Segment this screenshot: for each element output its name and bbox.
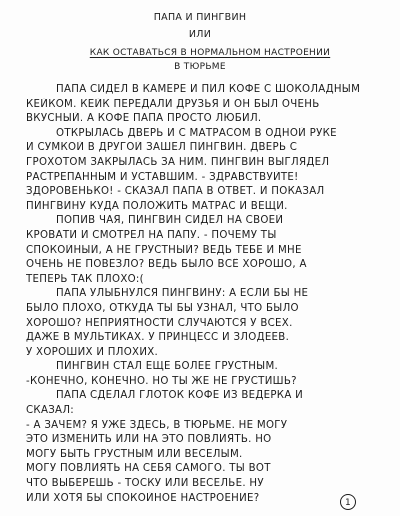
text-line: РАСТРЕПАННЫМ И УСТАВШИМ. - ЗДРАВСТВУЙТЕ! xyxy=(26,171,299,183)
text-line: И СУМКОЙ В ДРУГОЙ ЗАШЕЛ ПИНГВИН. ДВЕРЬ С xyxy=(26,142,298,154)
text-line: СПОКОЙНЫЙ, А НЕ ГРУСТНЫЙ? ВЕДЬ ТЕБЕ И МНЕ xyxy=(26,244,302,256)
text-line: ОТКРЫЛАСЬ ДВЕРЬ И С МАТРАСОМ В ОДНОЙ РУКЕ xyxy=(56,127,337,139)
story-title: ПАПА И ПИНГВИН xyxy=(153,12,247,23)
text-line: МОГУ БЫТЬ ГРУСТНЫМ ИЛИ ВЕСЕЛЫМ. xyxy=(26,448,243,460)
text-line: ПАПА СДЕЛАЛ ГЛОТОК КОФЕ ИЗ ВЕДЕРКА И xyxy=(56,390,304,402)
text-line: ОЧЕНЬ НЕ ПОВЕЗЛО? ВЕДЬ БЫЛО ВСЁ ХОРОШО, А xyxy=(26,259,307,271)
text-line: ПИНГВИНУ КУДА ПОЛОЖИТЬ МАТРАС И ВЕЩИ. xyxy=(26,200,288,212)
text-line: МОГУ ПОВЛИЯТЬ НА СЕБЯ САМОГО. ТЫ ВОТ xyxy=(26,463,271,475)
text-line: ПАПА СИДЕЛ В КАМЕРЕ И ПИЛ КОФЕ С ШОКОЛАДНЫМ xyxy=(56,84,361,95)
text-line: ПОПИВ ЧАЯ, ПИНГВИН СИДЕЛ НА СВОЕЙ xyxy=(56,215,284,227)
text-line: -КОНЕЧНО, КОНЕЧНО. НО ТЫ ЖЕ НЕ ГРУСТИШЬ? xyxy=(26,375,297,387)
text-line: ДАЖЕ В МУЛЬТИКАХ. У ПРИНЦЕСС И ЗЛОДЕЕВ. xyxy=(26,332,290,344)
text-line: У ХОРОШИХ И ПЛОХИХ. xyxy=(26,346,159,358)
text-line: ПИНГВИН СТАЛ ЕЩЕ БОЛЕЕ ГРУСТНЫМ. xyxy=(56,361,279,373)
story-body xyxy=(26,83,386,506)
text-line: ВКУСНЫЙ. А КОФЕ ПАПА ПРОСТО ЛЮБИЛ. xyxy=(26,113,262,125)
text-line: БЫЛО ПЛОХО, ОТКУДА ТЫ БЫ УЗНАЛ, ЧТО БЫЛО xyxy=(26,302,299,314)
text-line: СКАЗАЛ: xyxy=(26,405,75,417)
text-line: - А ЗАЧЕМ? Я УЖЕ ЗДЕСЬ, В ТЮРЬМЕ. НЕ МОГУ xyxy=(26,419,288,431)
text-line: ПАПА УЛЫБНУЛСЯ ПИНГВИНУ: А ЕСЛИ БЫ НЕ xyxy=(56,288,309,300)
story-subtitle-end: В ТЮРЬМЕ xyxy=(174,62,226,72)
text-line: ТЕПЕРЬ ТАК ПЛОХО:( xyxy=(26,273,144,285)
text-line: КЕЙКОМ. КЕЙК ПЕРЕДАЛИ ДРУЗЬЯ И ОН БЫЛ ОЧЕНЬ xyxy=(26,98,320,110)
text-line: ХОРОШО? НЕПРИЯТНОСТИ СЛУЧАЮТСЯ У ВСЕХ. xyxy=(26,317,293,329)
text-line: ЗДОРОВЕНЬКО! - СКАЗАЛ ПАПА В ОТВЕТ. И ПОКАЗАЛ xyxy=(26,186,325,198)
text-line: ЭТО ИЗМЕНИТЬ ИЛИ НА ЭТО ПОВЛИЯТЬ. НО xyxy=(26,434,272,446)
text-line: КРОВАТИ И СМОТРЕЛ НА ПАПУ. - ПОЧЕМУ ТЫ xyxy=(26,229,277,241)
page-number: 1 xyxy=(340,494,356,510)
story-subtitle: КАК ОСТАВАТЬСЯ В НОРМАЛЬНОМ НАСТРОЕНИИ xyxy=(89,48,331,58)
title-or: ИЛИ xyxy=(188,29,212,40)
text-line: ГРОХОТОМ ЗАКРЫЛАСЬ ЗА НИМ. ПИНГВИН ВЫГЛЯДЕЛ xyxy=(26,156,330,168)
text-line: ЧТО ВЫБЕРЕШЬ - ТОСКУ ИЛИ ВЕСЕЛЬЕ. НУ xyxy=(26,478,264,490)
text-line: ИЛИ ХОТЯ БЫ СПОКОЙНОЕ НАСТРОЕНИЕ? xyxy=(26,492,260,504)
